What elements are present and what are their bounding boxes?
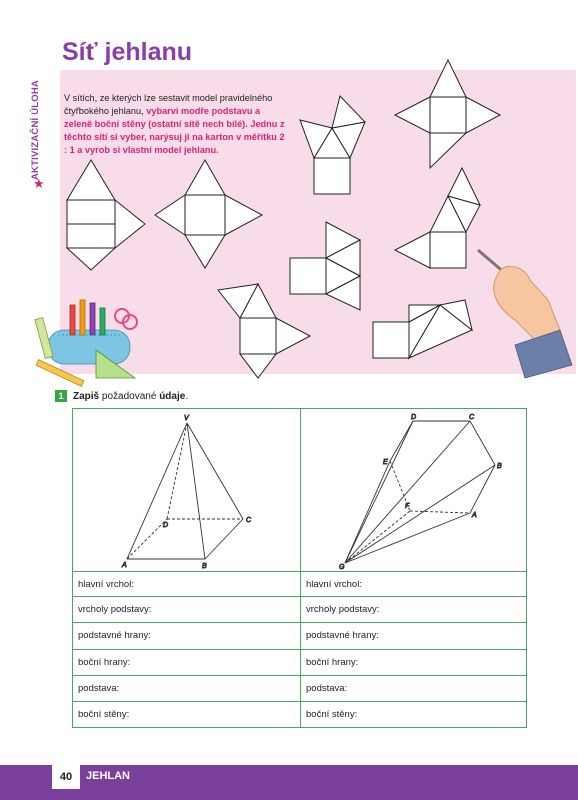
svg-text:D: D bbox=[163, 522, 169, 529]
answer-table bbox=[72, 408, 527, 728]
task-number-badge: 1 bbox=[55, 390, 67, 402]
svg-text:A: A bbox=[472, 512, 477, 519]
page-title: Síť jehlanu bbox=[62, 38, 193, 66]
label-base-vertices-right: vrcholy podstavy: bbox=[306, 604, 380, 615]
svg-text:C: C bbox=[246, 517, 252, 524]
label-lateral-edges-right: boční hrany: bbox=[306, 657, 359, 668]
svg-text:B: B bbox=[202, 563, 207, 570]
svg-text:E: E bbox=[383, 459, 388, 466]
svg-text:D: D bbox=[411, 414, 417, 421]
label-base-vertices-left: vrcholy podstavy: bbox=[78, 604, 152, 615]
label-lateral-faces-right: boční stěny: bbox=[306, 709, 358, 720]
label-base-left: podstava: bbox=[78, 683, 120, 694]
page-number: 40 bbox=[52, 765, 80, 789]
chapter-title: JEHLAN bbox=[86, 770, 131, 782]
label-main-vertex-left: hlavní vrchol: bbox=[78, 579, 134, 590]
label-lateral-faces-left: boční stěny: bbox=[78, 709, 130, 720]
svg-text:B: B bbox=[497, 463, 502, 470]
activity-label: AKTIVIZAČNÍ ÚLOHA bbox=[30, 80, 41, 180]
pyramid-figure-right bbox=[335, 411, 505, 571]
svg-text:V: V bbox=[184, 415, 189, 422]
star-icon: ★ bbox=[33, 176, 45, 191]
svg-text:G: G bbox=[339, 564, 345, 571]
task-instruction: 1 Zapiš požadované údaje. bbox=[55, 390, 188, 402]
svg-text:A: A bbox=[122, 562, 127, 569]
svg-text:F: F bbox=[405, 503, 410, 510]
label-main-vertex-right: hlavní vrchol: bbox=[306, 579, 362, 590]
label-base-right: podstava: bbox=[306, 683, 348, 694]
label-base-edges-right: podstavné hrany: bbox=[306, 630, 379, 641]
intro-text: V sítích, ze kterých lze sestavit model pravidelného čtyřbokého jehlanu, vybarvi modře podstavu a zeleně boční stěny (ostatní sítě nech bílé). Jednu z těchto sítí si vyber, narýsuj ji na karton v měřítku 2 : 1 a vyrob si vlastní model jehlanu. bbox=[64, 93, 285, 155]
svg-text:C: C bbox=[469, 414, 475, 421]
label-base-edges-left: podstavné hrany: bbox=[78, 630, 151, 641]
pyramid-figure-left bbox=[113, 411, 263, 571]
label-lateral-edges-left: boční hrany: bbox=[78, 657, 131, 668]
